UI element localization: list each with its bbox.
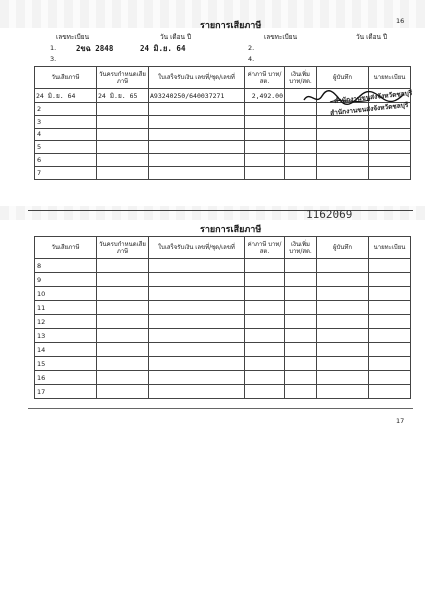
table-header-row — [35, 237, 411, 259]
registration-no-4: 4. — [248, 55, 255, 63]
column-header: ค่าภาษี บาท/สต. — [245, 237, 285, 259]
column-header: ผู้บันทึก — [317, 67, 369, 89]
receipt-cell: A93240250/640037271 — [149, 89, 245, 103]
table-row — [35, 259, 411, 273]
form-divider — [28, 210, 413, 211]
row-number: 11 — [35, 301, 97, 315]
upper-tax-table — [34, 66, 411, 180]
table-row — [35, 357, 411, 371]
row-number: 7 — [35, 166, 97, 179]
page-number-top: 16 — [396, 17, 405, 25]
lower-tax-table — [34, 236, 411, 399]
lower-form-bottom-rule — [28, 408, 413, 409]
row-number: 16 — [35, 371, 97, 385]
column-header: เงินเพิ่ม บาท/สต. — [285, 237, 317, 259]
table-row — [35, 301, 411, 315]
row-number: 4 — [35, 128, 97, 141]
registration-no-2: 2. — [248, 44, 255, 52]
row-number: 10 — [35, 287, 97, 301]
lower-form-title: รายการเสียภาษี — [200, 225, 262, 235]
table-row — [35, 273, 411, 287]
column-header: เงินเพิ่ม บาท/สต. — [285, 67, 317, 89]
tax-amount-cell: 2,492.00 — [245, 89, 285, 103]
registration-no-3: 3. — [50, 55, 57, 63]
row-number: 6 — [35, 154, 97, 167]
registrar-stamp-line2: สำนักงานขนส่งจังหวัดชลบุรี — [329, 100, 409, 118]
page-number-bottom: 17 — [396, 417, 405, 425]
column-header: ใบเสร็จรับเงิน เลขที่/ชุด/เลขที่ — [149, 237, 245, 259]
row-number: 2 — [35, 103, 97, 116]
paid-date-cell: 24 มิ.ย. 64 — [35, 89, 97, 103]
watermark-band-middle — [0, 206, 425, 220]
column-header: วันเสียภาษี — [35, 67, 97, 89]
table-row — [35, 329, 411, 343]
column-header: ผู้บันทึก — [317, 237, 369, 259]
row-number: 12 — [35, 315, 97, 329]
column-header: นายทะเบียน — [369, 237, 411, 259]
row-number: 14 — [35, 343, 97, 357]
row-number: 3 — [35, 115, 97, 128]
table-row — [35, 166, 411, 179]
table-row — [35, 343, 411, 357]
column-header: วันครบกำหนดเสียภาษี — [97, 237, 149, 259]
column-header: วันเสียภาษี — [35, 237, 97, 259]
registration-no-1: 1. — [50, 44, 57, 52]
row-number: 13 — [35, 329, 97, 343]
registration-header-col3: เลขทะเบียน — [264, 33, 298, 41]
registration-header-col1: เลขทะเบียน — [56, 33, 90, 41]
registration-header-col4: วัน เดือน ปี — [356, 33, 388, 41]
row-number: 5 — [35, 141, 97, 154]
upper-form-title: รายการเสียภาษี — [200, 21, 262, 31]
table-row — [35, 385, 411, 399]
row-number: 9 — [35, 273, 97, 287]
row-number: 15 — [35, 357, 97, 371]
table-row — [35, 141, 411, 154]
table-row — [35, 287, 411, 301]
serial-number: 1162069 — [306, 208, 353, 221]
registration-plate-1: 2ขฉ 2848 — [76, 44, 114, 53]
row-number: 17 — [35, 385, 97, 399]
registrar-stamp-line1: สำนักงานขนส่งจังหวัดชลบุรี — [333, 88, 413, 106]
row-number: 8 — [35, 259, 97, 273]
registration-date-1: 24 มิ.ย. 64 — [140, 44, 186, 53]
registration-header-col2: วัน เดือน ปี — [160, 33, 192, 41]
table-row — [35, 154, 411, 167]
column-header: ค่าภาษี บาท/สต. — [245, 67, 285, 89]
column-header: นายทะเบียน — [369, 67, 411, 89]
table-header-row — [35, 67, 411, 89]
table-row — [35, 371, 411, 385]
column-header: วันครบกำหนดเสียภาษี — [97, 67, 149, 89]
column-header: ใบเสร็จรับเงิน เลขที่/ชุด/เลขที่ — [149, 67, 245, 89]
table-row — [35, 115, 411, 128]
table-row — [35, 128, 411, 141]
due-date-cell: 24 มิ.ย. 65 — [97, 89, 149, 103]
table-row — [35, 315, 411, 329]
